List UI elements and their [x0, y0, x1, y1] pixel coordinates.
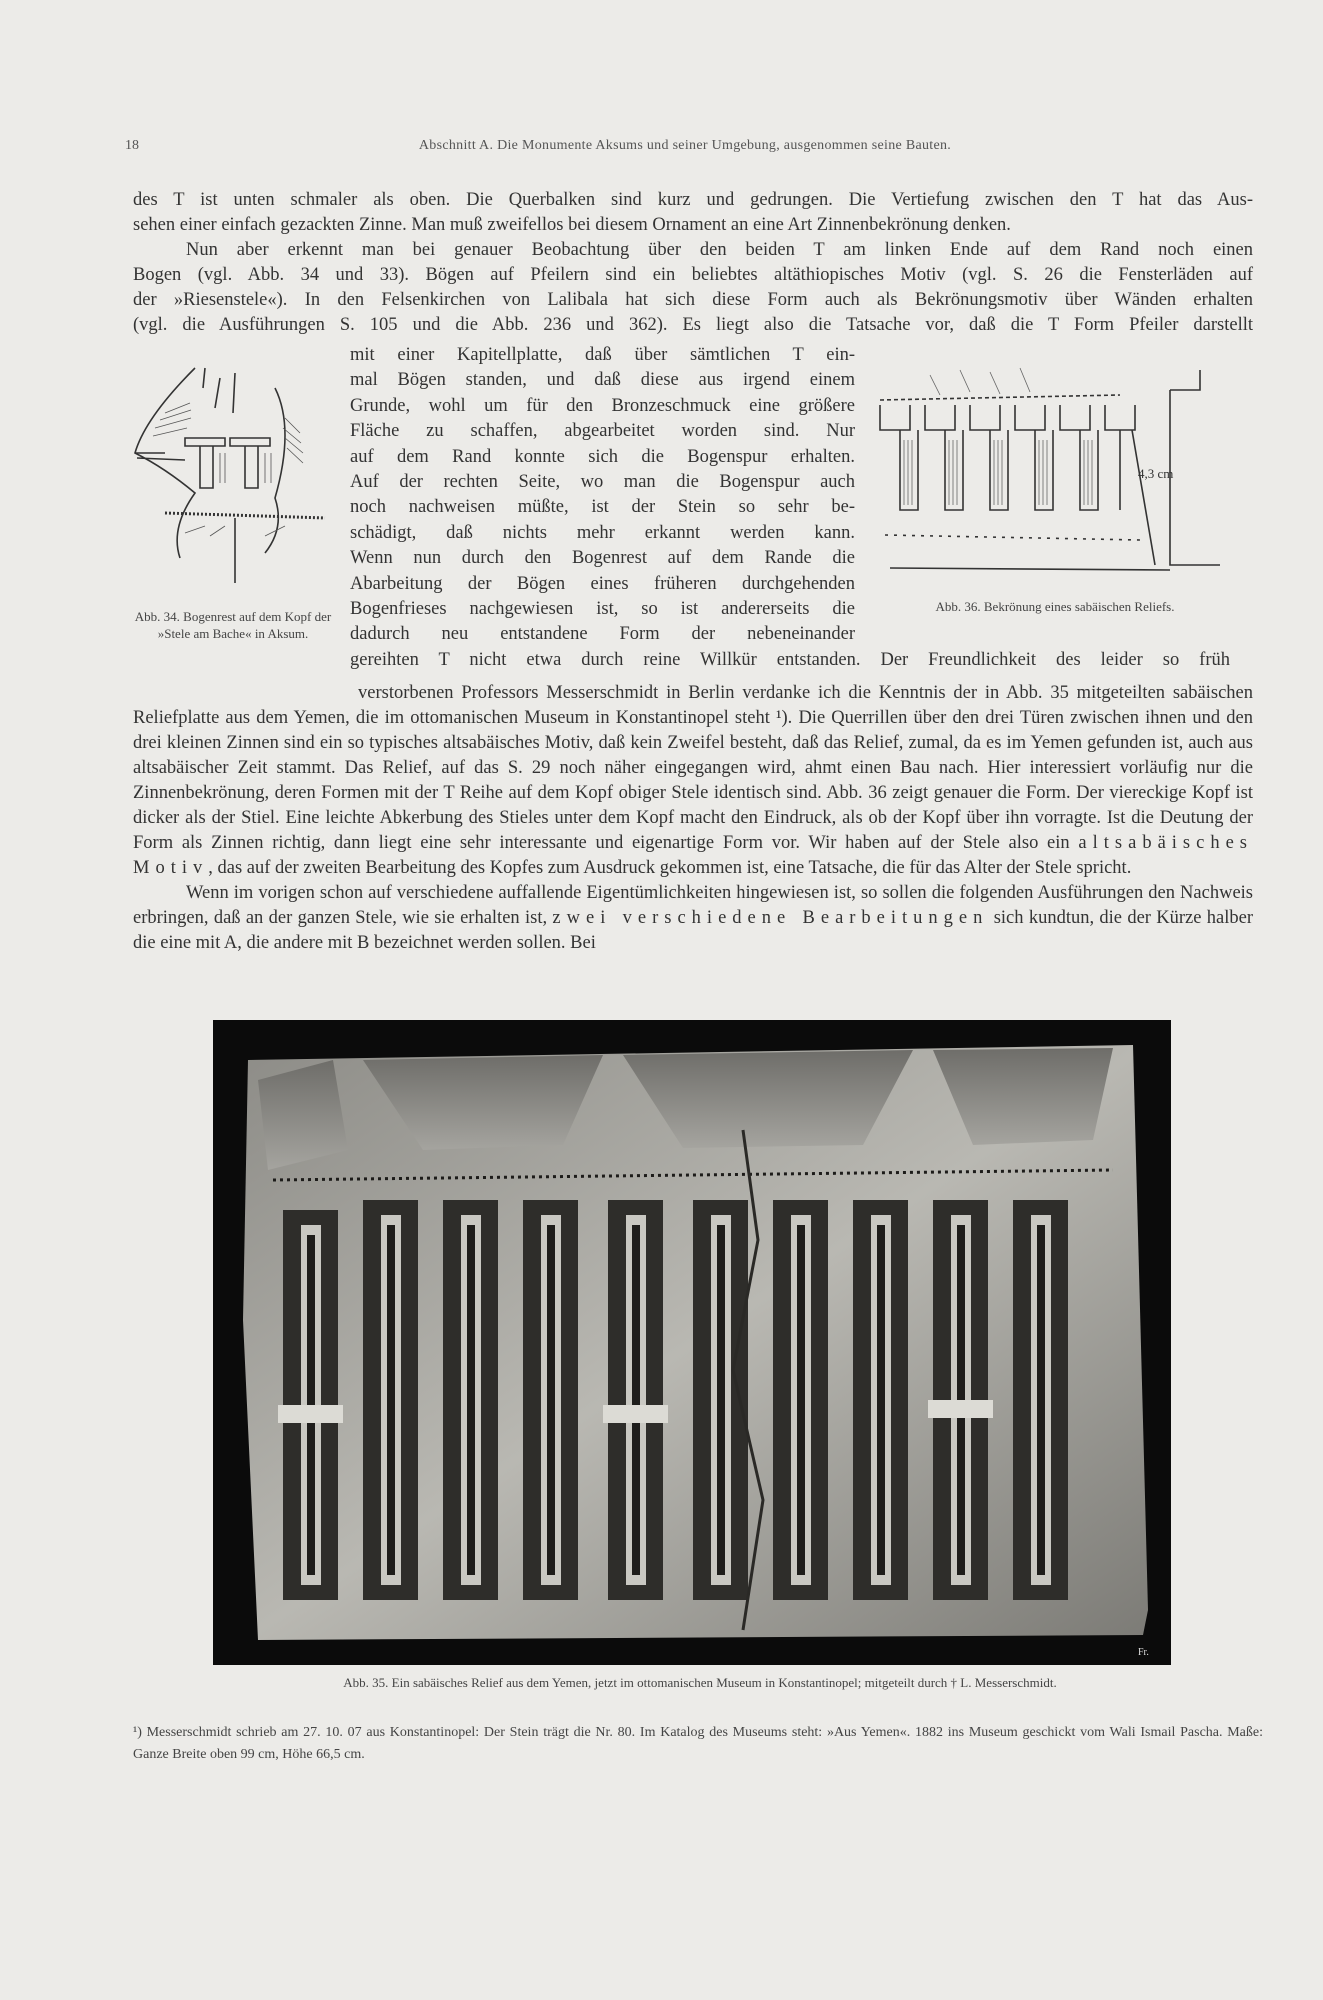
text-line: gereihten T nicht etwa durch reine Willkür entstanden. Der Freundlichkeit des leider so früh: [350, 649, 1230, 670]
caption-abb-35: Abb. 35. Ein sabäisches Relief aus dem Yemen, jetzt im ottomanischen Museum in Konstantinopel; mitgeteilt durch † L. Messerschmidt.: [343, 1675, 1057, 1690]
text-line: sehen einer einfach gezackten Zinne. Man muß zweifellos bei diesem Ornament an eine Art Zinnenbekrönung denken.: [133, 215, 1011, 235]
text-line: mal Bögen standen, und daß diese aus irgend einem: [350, 370, 855, 391]
text-line: (vgl. die Ausführungen S. 105 und die Abb. 236 und 362). Es liegt also die Tatsache vor, daß die T Form Pfeiler darstellt: [133, 315, 1253, 335]
paragraph-text: verstorbenen Professors Messerschmidt in Berlin verdanke ich die Kenntnis der in Abb. 35 mitgeteilten sabäischen Reliefplatte aus dem Yemen, die im ottomanischen Museum in Konstantinopel steht ¹). Die Querrillen über den drei Türen zwischen ihnen und den drei kleinen Zinnen sind ein so typisches altsabäisches Motiv, daß kein Zweifel besteht, daß das Relief, zumal, da es im Yemen gefunden ist, auch aus altsabäischer Zeit stammt. Das Relief, auf das S. 29 noch näher eingegangen wird, ahmt einen Bau nach. Hier interessiert vorläufig nur die Zinnenbekrönung, deren Formen mit der T Reihe auf dem Kopf obiger Stele identisch sind. Abb. 36 zeigt genauer die Form. Der viereckige Kopf ist dicker als der Stiel. Eine leichte Abkerbung des Stieles unter dem Kopf macht den Eindruck, als ob der Kopf über ihn vorragte. Ist die Deutung der Form als Zinnen richtig, dann liegt eine sehr interessante und eigenartige Form vor. Wir haben auf der Stele also ein: [133, 683, 1253, 853]
text-line: Wenn nun durch den Bogenrest auf dem Rande die: [350, 548, 855, 569]
text-line: des T ist unten schmaler als oben. Die Querbalken sind kurz und gedrungen. Die Vertiefung zwischen den T hat das Aus-: [133, 190, 1253, 210]
paragraph-1-continuation: [133, 681, 1253, 881]
figure-34-drawing: [125, 358, 345, 598]
text-line: noch nachweisen müßte, ist der Stein so sehr be-: [350, 497, 855, 518]
photo-mark: Fr.: [1138, 1647, 1149, 1658]
caption-abb-34: Abb. 34. Bogenrest auf dem Kopf der »Stele am Bache« in Aksum.: [134, 609, 332, 641]
figure-36-measure: 4,3 cm: [1138, 466, 1174, 481]
text-line: dadurch neu entstandene Form der nebeneinander: [350, 624, 855, 645]
body-text-top: [133, 188, 1253, 338]
text-line: Grunde, wohl um für den Bronzeschmuck eine größere: [350, 395, 855, 416]
paragraph-text: , das auf der zweiten Bearbeitung des Kopfes zum Ausdruck gekommen ist, eine Tatsache, die für das Alter der Stele spricht.: [208, 858, 1132, 878]
body-text-middle: [133, 681, 1253, 956]
running-header: [125, 138, 1245, 160]
paragraph-2: [133, 881, 1253, 956]
text-line: Auf der rechten Seite, wo man die Bogenspur auch: [350, 472, 855, 493]
text-line: Bogenfrieses nachgewiesen ist, so ist andererseits die: [350, 599, 855, 620]
text-line: Nun aber erkennt man bei genauer Beobachtung über den beiden T am linken Ende auf dem Rand noch einen: [186, 240, 1253, 260]
running-title: Abschnitt A. Die Monumente Aksums und seiner Umgebung, ausgenommen seine Bauten.: [418, 138, 952, 153]
page-number: 18: [125, 138, 139, 153]
caption-abb-36: Abb. 36. Bekrönung eines sabäischen Reliefs.: [935, 599, 1175, 614]
spaced-emphasis: zwei verschiedene Bearbeitungen: [552, 908, 989, 928]
figure-36-drawing: [870, 360, 1240, 582]
paragraph-text: Wenn im vorigen schon auf verschiedene auffallende Eigentümlichkeiten hingewiesen ist, so sollen die folgenden Ausführungen den Nachweis erbringen, daß an der ganzen Stele, wie sie erhalten ist,: [133, 883, 1253, 928]
text-line: der »Riesenstele«). In den Felsenkirchen von Lalibala hat sich diese Form auch als Bekrönungsmotiv über Wänden erhalten: [133, 290, 1253, 310]
paragraph-text: sich kundtun, die der Kürze halber die eine mit A, die andere mit B bezeichnet werden sollen. Bei: [133, 908, 1253, 953]
text-line: Fläche zu schaffen, abgearbeitet worden sind. Nur: [350, 421, 855, 442]
footnote: ¹) Messerschmidt schrieb am 27. 10. 07 aus Konstantinopel: Der Stein trägt die Nr. 80. Im Katalog des Museums steht: »Aus Yemen«. 1882 ins Museum geschickt vom Wali Ismail Pascha. Maße: Ganze Breite oben 99 cm, Höhe 66,5 cm.: [133, 1725, 1263, 1762]
text-line: Bogen (vgl. Abb. 34 und 33). Bögen auf Pfeilern sind ein beliebtes altäthiopisches Motiv (vgl. S. 26 die Fensterläden auf: [133, 265, 1253, 285]
spaced-emphasis: altsabäisches Motiv: [133, 833, 1253, 878]
text-line: auf dem Rand konnte sich die Bogenspur erhalten.: [350, 446, 855, 467]
text-line: schädigt, daß nichts mehr erkannt werden kann.: [350, 522, 855, 543]
text-line: mit einer Kapitellplatte, daß über sämtlichen T ein-: [350, 345, 855, 365]
text-line: Abarbeitung der Bögen eines früheren durchgehenden: [350, 573, 855, 594]
figure-35-photo: [213, 1020, 1171, 1665]
